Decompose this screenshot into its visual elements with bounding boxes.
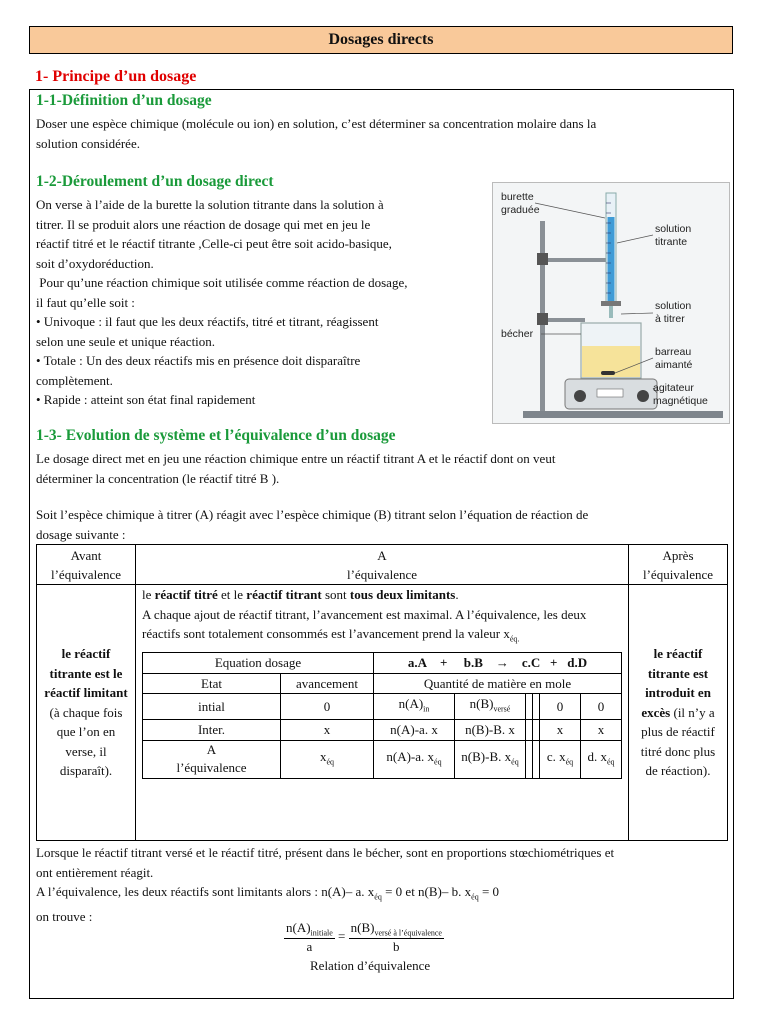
header-text: l’équivalence [50, 566, 121, 582]
heading-deroulement: 1-2-Déroulement d’un dosage direct [36, 173, 274, 190]
cell: n(B)-B. $x_{éq}$ [455, 740, 526, 778]
label-a-titrer: à titrer [655, 313, 685, 325]
definition-line: Doser une espèce chimique (molécule ou ion) en solution, c’est déterminer sa concentration molaire dans la [36, 116, 597, 131]
definition-text [36, 114, 596, 153]
text-line: Pour qu’une réaction chimique soit utilisée comme réaction de dosage, [36, 275, 408, 290]
cell: x [540, 720, 581, 741]
header-text: l’équivalence [642, 566, 713, 582]
definition-line: solution considérée. [36, 135, 140, 151]
reaction-intro-text [36, 505, 588, 544]
text-line: Lorsque le réactif titrant versé et le réactif titré, présent dans le bécher, sont en proportions stœchiométriques et [36, 845, 615, 860]
header-text: l’équivalence [346, 566, 417, 582]
middle-paragraph: A chaque ajout de réactif titrant, l’avancement est maximal. A l’équivalence, les deux réactifs sont totalement consommés est l’avancement prend la valeur $x_{éq.}$ [142, 606, 587, 644]
header-apres [629, 545, 728, 585]
heading-evolution: 1-3- Evolution de système et l’équivalence d’un dosage [36, 427, 396, 444]
cell-bold-text: le réactif titrante est le réactif limitant [44, 646, 128, 701]
cell-text: (il n’y a plus de réactif titré donc plus de réaction). [640, 704, 716, 779]
label-burette: burette [501, 191, 534, 203]
cell: $n(A)_{in}$ [374, 694, 455, 720]
header-text: Avant [70, 547, 102, 563]
text-line: A l’équivalence, les deux réactifs sont limitants alors : n(A)– a. $x_{éq} = 0$ et n(B)– b. $x_{éq} = 0$ [36, 884, 500, 902]
text-line: selon une seule et unique réaction. [36, 333, 216, 349]
label-agitateur: magnétique [653, 395, 708, 407]
cell-spacer [533, 720, 540, 741]
cell: n(B)-B. x [455, 720, 526, 741]
col-etat: Etat [143, 673, 281, 694]
label-titrante: solution [655, 223, 692, 235]
text-line: • Univoque : il faut que les deux réactifs, titré et titrant, réagissent [36, 314, 379, 329]
cell-spacer [526, 694, 533, 720]
col-avancement: avancement [281, 673, 374, 694]
cell-bold-text: le réactif titrante est introduit en excès [641, 646, 711, 720]
text-line: on trouve : [36, 909, 93, 925]
header-avant [37, 545, 136, 585]
text-line: réactif titré et le réactif titrante ,Celle-ci peut être soit acido-basique, [36, 236, 392, 251]
cell: n(A)-a. $x_{éq}$ [374, 740, 455, 778]
text-line: complètement. [36, 372, 113, 388]
deroulement-text [36, 195, 486, 410]
text-line: dosage suivante : [36, 526, 126, 542]
page-title: Dosages directs [29, 26, 733, 54]
text-line: soit d’oxydoréduction. [36, 255, 154, 271]
text-line: déterminer la concentration (le réactif titré B ). [36, 470, 280, 486]
cell: x [281, 720, 374, 741]
heading-definition: 1-1-Définition d’un dosage [36, 92, 212, 109]
cell: c. $x_{éq}$ [540, 740, 581, 778]
row-inter-label: Inter. [143, 720, 281, 741]
equivalence-table [36, 544, 728, 841]
fraction-b: $\frac{n(B)_{versé à l’équivalence}}{b}$ [350, 920, 442, 954]
cell-spacer [533, 694, 540, 720]
text-line: On verse à l’aide de la burette la solution titrante dans la solution à [36, 197, 384, 212]
titration-apparatus-illustration [493, 183, 729, 423]
equals-sign: = [338, 928, 346, 944]
cell: n(A)-a. x [374, 720, 455, 741]
cell: $n(B)_{versé}$ [455, 694, 526, 720]
cell-spacer [533, 740, 540, 778]
text-line: • Rapide : atteint son état final rapidement [36, 392, 256, 407]
cell-apres [629, 585, 728, 841]
text-line: titrer. Il se produit alors une réaction de dosage qui met en jeu le [36, 216, 371, 232]
equivalence-formula [284, 920, 484, 955]
cell: 0 [581, 694, 622, 720]
text-line: ont entièrement réagit. [36, 864, 154, 880]
cell: 0 [540, 694, 581, 720]
cell-spacer [526, 740, 533, 778]
middle-paragraph: le réactif titré et le réactif titrant sont tous deux limitants. [142, 587, 459, 602]
equivalence-text [36, 843, 731, 927]
cell: 0 [281, 694, 374, 720]
header-text: Après [662, 547, 694, 563]
cell-spacer [526, 720, 533, 741]
evolution-text [36, 449, 555, 488]
eq-formula: a.A + b.B → c.C + d.D [374, 653, 622, 674]
reaction-progress-table [142, 652, 622, 779]
cell: d. $x_{éq}$ [581, 740, 622, 778]
cell-a-equivalence [136, 585, 629, 841]
label-titrante: titrante [655, 236, 688, 248]
eq-label: Equation dosage [143, 653, 374, 674]
text-line: • Totale : Un des deux réactifs mis en présence doit disparaître [36, 353, 361, 368]
cell: $x_{éq}$ [281, 740, 374, 778]
header-a-equivalence [136, 545, 629, 585]
text-line: il faut qu’elle soit : [36, 294, 135, 310]
fraction-a: $\frac{n(A)_{initiale}}{a}$ [286, 920, 333, 954]
cell: x [581, 720, 622, 741]
label-agitateur: agitateur [653, 382, 694, 394]
label-barreau: aimanté [655, 359, 693, 371]
label-burette: graduée [501, 204, 540, 216]
text-line: Le dosage direct met en jeu une réaction chimique entre un réactif titrant A et le réactif dont on veut [36, 451, 556, 466]
col-quantite: Quantité de matière en mole [374, 673, 622, 694]
cell-text: (à chaque fois que l’on en verse, il disparaît). [49, 704, 123, 779]
cell-avant [37, 585, 136, 841]
section-heading-1: 1- Principe d’un dosage [35, 68, 197, 85]
relation-caption: Relation d’équivalence [310, 958, 431, 973]
label-becher: bécher [501, 328, 534, 340]
label-a-titrer: solution [655, 300, 692, 312]
titration-figure [492, 182, 730, 424]
row-equiv-label: A l’équivalence [143, 740, 281, 778]
header-text: A [377, 547, 387, 563]
label-barreau: barreau [655, 346, 692, 358]
text-line: Soit l’espèce chimique à titrer (A) réagit avec l’espèce chimique (B) titrant selon l’équation de réaction de [36, 507, 589, 522]
row-initial-label: intial [143, 694, 281, 720]
